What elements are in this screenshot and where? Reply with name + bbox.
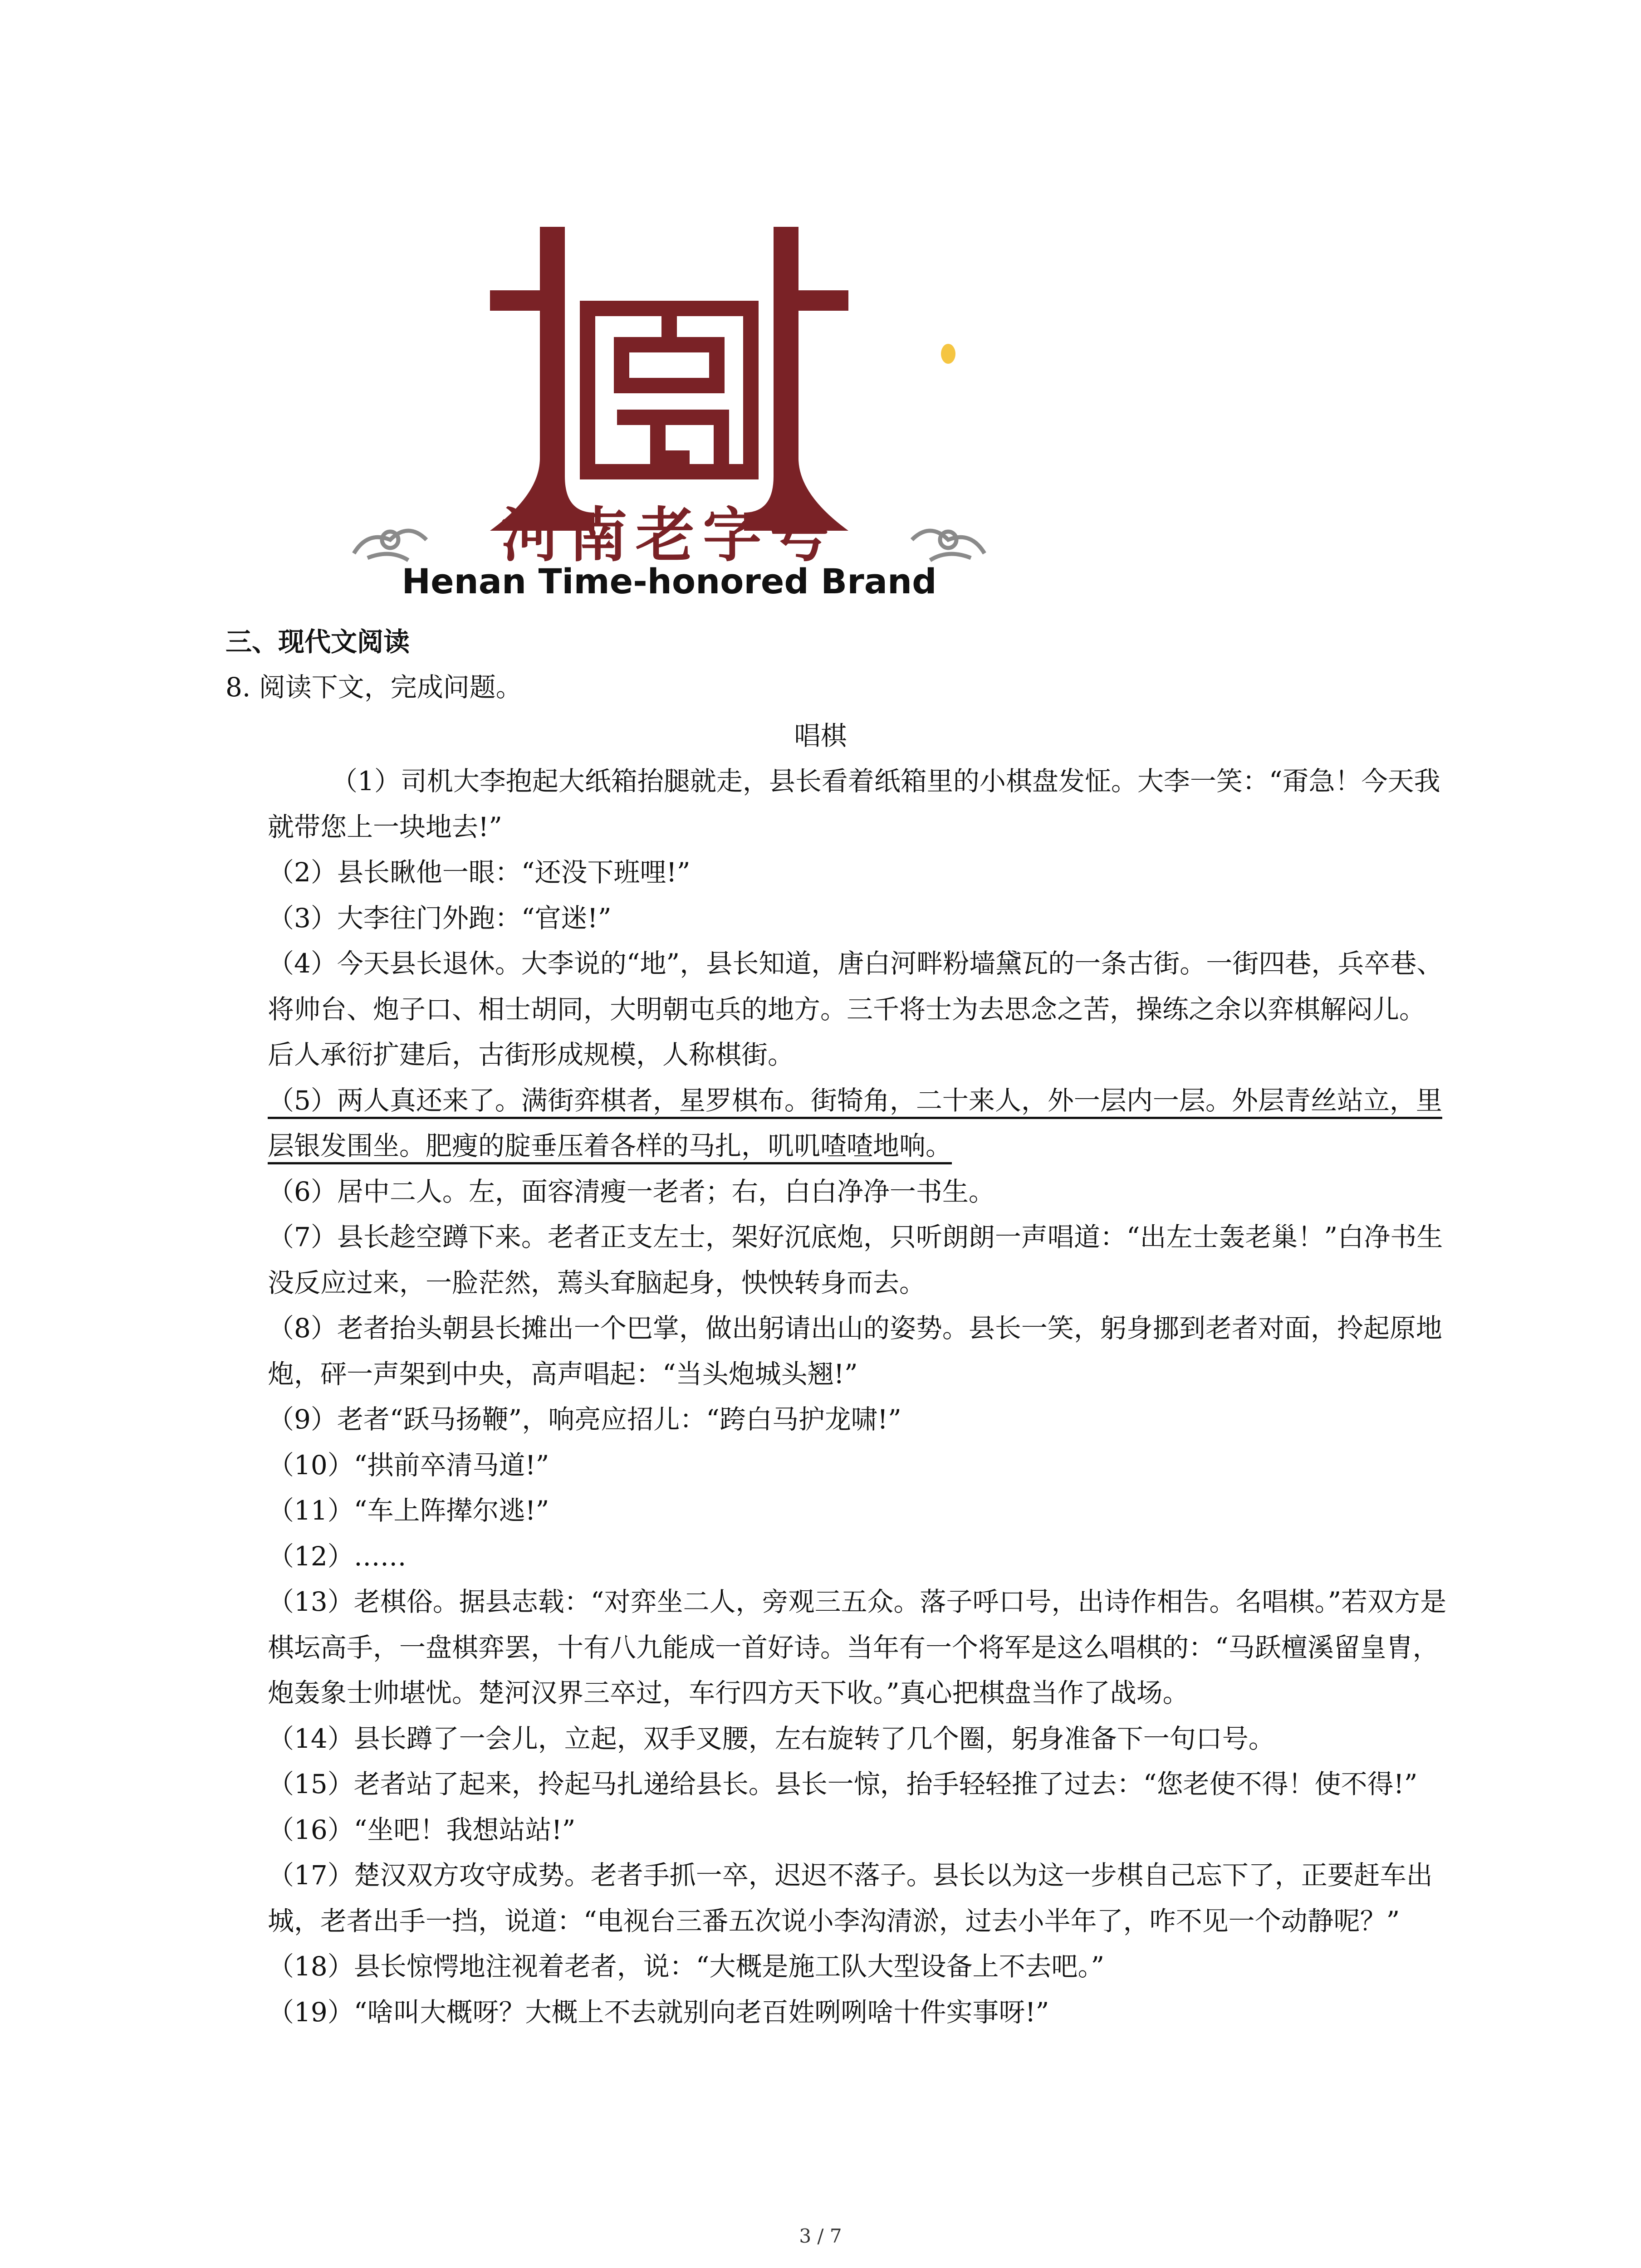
paragraph-13: （13）老棋俗。据县志载：“对弈坐二人，旁观三五众。落子呼口号，出诗作相告。名唱棋。”若双方是棋坛高手，一盘棋弈罢，十有八九能成一首好诗。当年有一个将军是这么唱棋的：“马跃檀溪留皇胄，炮轰象士帅堪忧。楚河汉界三卒过，车行四方天下收。”真心把棋盘当作了战场。 — [268, 1586, 1447, 1708]
logo-left-beam — [490, 290, 565, 311]
paragraph-5-underlined: （5）两人真还来了。满街弈棋者，星罗棋布。街犄角，二十来人，外一层内一层。外层青丝站立，里层银发围坐。肥瘦的腚垂压着各样的马扎，叽叽喳喳地响。 — [268, 1085, 1442, 1161]
paragraph-10: （10）“拱前卒清马道!” — [268, 1449, 549, 1481]
paragraph-7: （7）县长趁空蹲下来。老者正支左士，架好沉底炮，只听朗朗一声唱道：“出左士轰老巢！”白净书生没反应过来，一脸茫然，蔫头耷脑起身，怏怏转身而去。 — [268, 1222, 1443, 1298]
paragraph-19: （19）“啥叫大概呀？大概上不去就别向老百姓咧咧啥十件实事呀!” — [268, 1996, 1049, 2028]
henan-time-honored-brand-logo — [340, 222, 998, 599]
paragraph-9: （9）老者“跃马扬鞭”，响亮应招儿：“跨白马护龙啸!” — [268, 1404, 901, 1435]
paragraph-12: （12）…… — [268, 1540, 407, 1572]
paragraph-6: （6）居中二人。左，面容清瘦一老者；右，白白净净一书生。 — [268, 1176, 995, 1207]
logo-yellow-dot — [941, 344, 955, 364]
question-intro: 8. 阅读下文，完成问题。 — [225, 672, 522, 703]
logo-subtitle-en: Henan Time-honored Brand — [402, 561, 937, 599]
article-body — [268, 758, 1447, 2035]
paragraph-8: （8）老者抬头朝县长摊出一个巴掌，做出躬请出山的姿势。县长一笑，躬身挪到老者对面，拎起原地炮，砰一声架到中央，高声唱起：“当头炮城头翘!” — [268, 1313, 1442, 1389]
logo-title-cn: 河南老字号 — [501, 501, 838, 570]
logo-right-pillar — [744, 227, 848, 531]
article-title: 唱棋 — [794, 720, 847, 751]
logo-center-glyph — [588, 308, 751, 472]
paragraph-17: （17）楚汉双方攻守成势。老者手抓一卒，迟迟不落子。县长以为这一步棋自己忘下了，正要赶车出城，老者出手一挡，说道：“电视台三番五次说小李沟清淤，过去小半年了，咋不见一个动静呢？” — [268, 1860, 1433, 1936]
logo-right-cloud — [912, 531, 985, 560]
paragraph-16: （16）“坐吧！我想站站!” — [268, 1814, 576, 1845]
paragraph-1: （1）司机大李抱起大纸箱抬腿就走，县长看着纸箱里的小棋盘发怔。大李一笑：“甭急！今天我就带您上一块地去!” — [268, 766, 1440, 842]
logo-right-beam — [774, 290, 848, 311]
paragraph-2: （2）县长瞅他一眼：“还没下班哩!” — [268, 857, 691, 888]
page-number: 3 / 7 — [799, 2225, 842, 2247]
paragraph-15: （15）老者站了起来，拎起马扎递给县长。县长一惊，抬手轻轻推了过去：“您老使不得！使不得!” — [268, 1769, 1418, 1799]
logo-left-pillar — [490, 227, 594, 531]
paragraph-4: （4）今天县长退休。大李说的“地”，县长知道，唐白河畔粉墙黛瓦的一条古街。一街四巷，兵卒巷、将帅台、炮子口、相士胡同，大明朝屯兵的地方。三千将士为去思念之苦，操练之余以弈棋解闷儿。后人承衍扩建后，古街形成规模，人称棋街。 — [268, 948, 1443, 1070]
paragraph-18: （18）县长惊愕地注视着老者，说：“大概是施工队大型设备上不去吧。” — [268, 1951, 1105, 1982]
logo-left-cloud — [354, 531, 426, 560]
section-heading: 三、现代文阅读 — [225, 626, 410, 657]
paragraph-11: （11）“车上阵撵尔逃!” — [268, 1495, 549, 1526]
paragraph-14: （14）县长蹲了一会儿，立起，双手叉腰，左右旋转了几个圈，躬身准备下一句口号。 — [268, 1723, 1275, 1754]
paragraph-3: （3）大李往门外跑：“官迷!” — [268, 902, 612, 934]
